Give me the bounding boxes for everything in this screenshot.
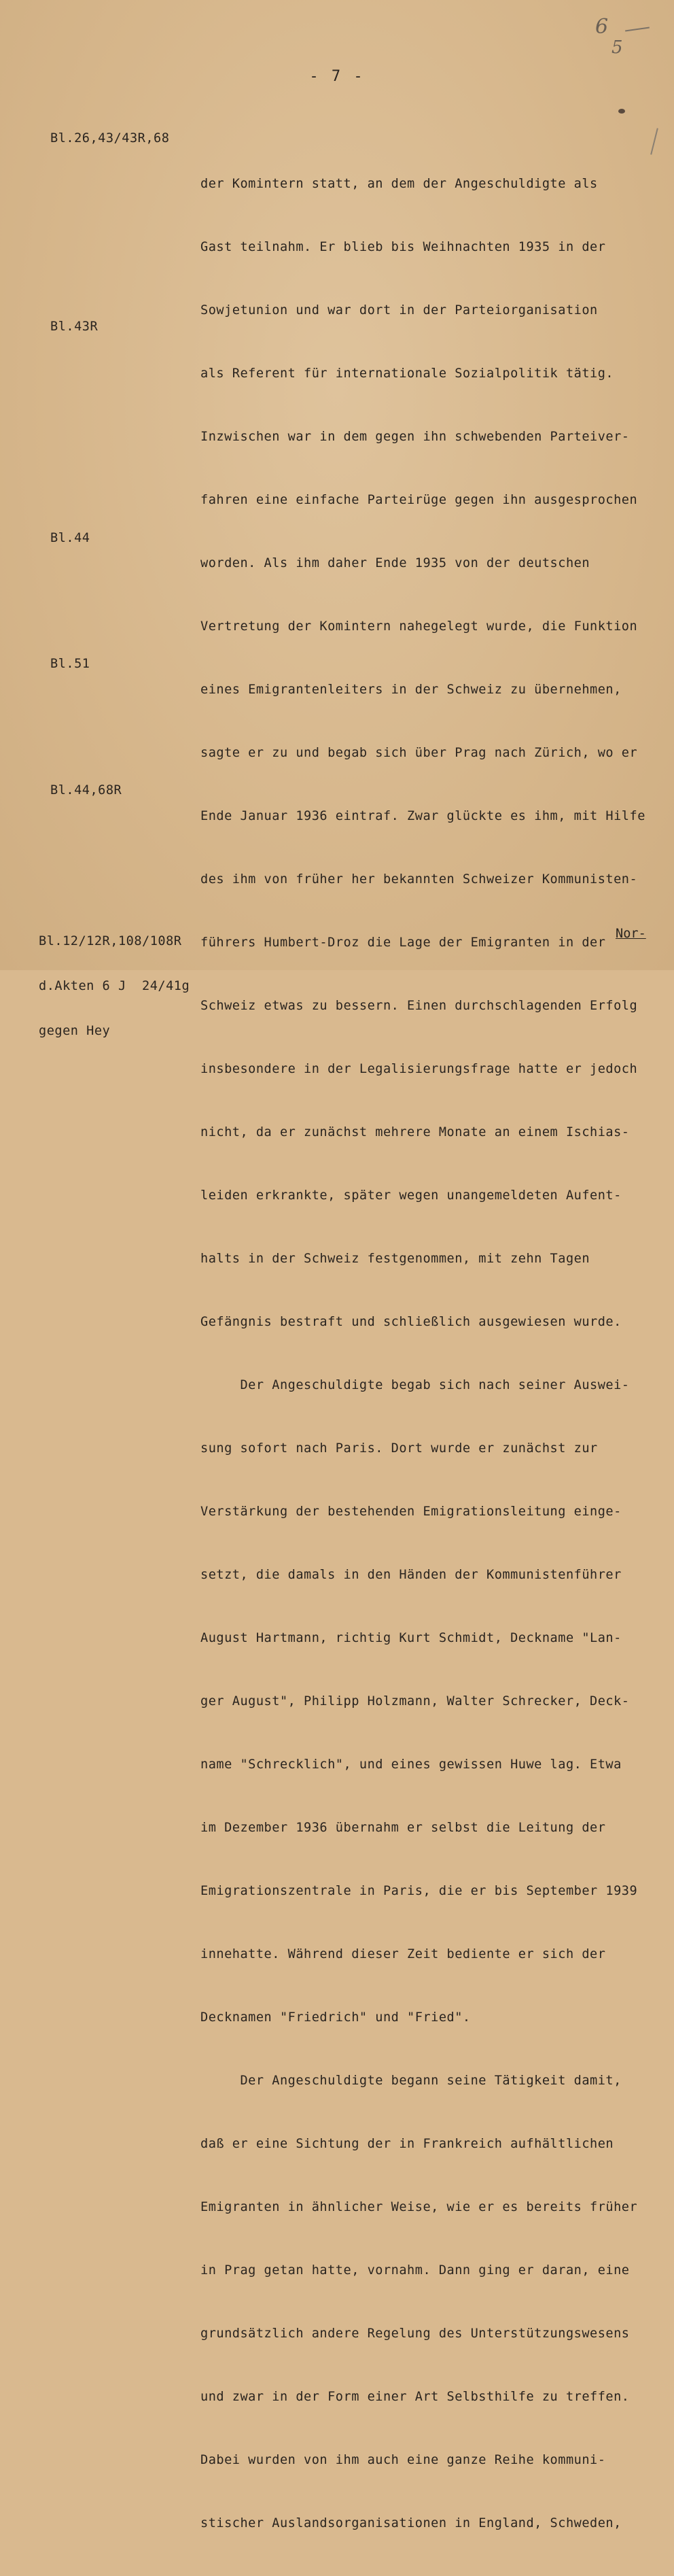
body-line: Gefängnis bestraft und schließlich ausgewiesen wurde. — [200, 1315, 622, 1329]
handwritten-number-below: 5 — [611, 37, 623, 58]
body-line: Emigrationszentrale in Paris, die er bis September 1939 — [200, 1884, 638, 1898]
body-line: setzt, die damals in den Händen der Kommunistenführer — [200, 1568, 622, 1582]
footer-reference — [39, 904, 190, 1069]
footer-line: Bl.12/12R,108/108R — [39, 934, 182, 948]
body-line: Ende Januar 1936 eintraf. Zwar glückte es ihm, mit Hilfe — [200, 809, 645, 823]
body-line: grundsätzlich andere Regelung des Unterstützungswesens — [200, 2326, 630, 2341]
body-line: und zwar in der Form einer Art Selbsthilfe zu treffen. — [200, 2390, 630, 2404]
body-line: insbesondere in der Legalisierungsfrage hatte er jedoch — [200, 1062, 638, 1076]
body-line: Schweiz etwas zu bessern. Einen durchschlagenden Erfolg — [200, 999, 638, 1013]
body-line: nicht, da er zunächst mehrere Monate an einem Ischias- — [200, 1125, 630, 1139]
body-line: des ihm von früher her bekannten Schweizer Kommunisten- — [200, 872, 638, 887]
body-line: innehatte. Während dieser Zeit bediente er sich der — [200, 1947, 606, 1961]
body-line: Inzwischen war in dem gegen ihn schwebenden Parteiver- — [200, 430, 630, 444]
body-line: daß er eine Sichtung der in Frankreich aufhältlichen — [200, 2137, 614, 2151]
page-number: - 7 - — [309, 68, 365, 85]
body-line: Der Angeschuldigte begab sich nach seiner Auswei- — [200, 1378, 630, 1392]
margin-note-4: Bl.51 — [50, 657, 90, 671]
catchword: Nor- — [616, 927, 646, 941]
body-line: stischer Auslandsorganisationen in England, Schweden, — [200, 2516, 622, 2530]
body-line: Decknamen "Friedrich" und "Fried". — [200, 2010, 471, 2025]
body-line: Der Angeschuldigte begann seine Tätigkeit damit, — [200, 2074, 622, 2088]
body-line: name "Schrecklich", und eines gewissen Huwe lag. Etwa — [200, 1757, 622, 1772]
body-line: eines Emigrantenleiters in der Schweiz zu übernehmen, — [200, 683, 622, 697]
margin-note-5: Bl.44,68R — [50, 783, 122, 797]
body-line: Gast teilnahm. Er blieb bis Weihnachten 1935 in der — [200, 240, 606, 254]
margin-note-1: Bl.26,43/43R,68 — [50, 131, 170, 145]
ink-mark — [618, 109, 625, 114]
body-line: Vertretung der Komintern nahegelegt wurde, die Funktion — [200, 619, 638, 634]
body-text — [200, 131, 669, 2576]
margin-note-2: Bl.43R — [50, 320, 99, 334]
body-line: in Prag getan hatte, vornahm. Dann ging er daran, eine — [200, 2263, 630, 2278]
handwritten-number-top: 6 — [595, 15, 609, 39]
body-line: Emigranten in ähnlicher Weise, wie er es bereits früher — [200, 2200, 638, 2214]
body-line: sung sofort nach Paris. Dort wurde er zunächst zur — [200, 1441, 598, 1456]
body-line: ger August", Philipp Holzmann, Walter Schrecker, Deck- — [200, 1694, 630, 1708]
body-line: als Referent für internationale Sozialpolitik tätig. — [200, 366, 614, 381]
footer-line: gegen Hey — [39, 1024, 111, 1038]
body-line: fahren eine einfache Parteirüge gegen ihn ausgesprochen — [200, 493, 638, 507]
body-line: August Hartmann, richtig Kurt Schmidt, Deckname "Lan- — [200, 1631, 622, 1645]
footer-line: d.Akten 6 J 24/41g — [39, 979, 190, 993]
body-line: halts in der Schweiz festgenommen, mit zehn Tagen — [200, 1252, 590, 1266]
handwritten-dash — [625, 27, 650, 32]
body-line: im Dezember 1936 übernahm er selbst die Leitung der — [200, 1821, 606, 1835]
body-line: der Komintern statt, an dem der Angeschuldigte als — [200, 177, 598, 191]
body-line: führers Humbert-Droz die Lage der Emigranten in der — [200, 935, 606, 950]
body-line: worden. Als ihm daher Ende 1935 von der deutschen — [200, 556, 590, 570]
margin-note-3: Bl.44 — [50, 531, 90, 545]
body-line: Verstärkung der bestehenden Emigrationsleitung einge- — [200, 1505, 622, 1519]
body-line: sagte er zu und begab sich über Prag nach Zürich, wo er — [200, 746, 638, 760]
body-line: leiden erkrankte, später wegen unangemeldeten Aufent- — [200, 1188, 622, 1203]
body-line: Dabei wurden von ihm auch eine ganze Reihe kommuni- — [200, 2453, 606, 2467]
body-line: Sowjetunion und war dort in der Parteiorganisation — [200, 303, 598, 317]
